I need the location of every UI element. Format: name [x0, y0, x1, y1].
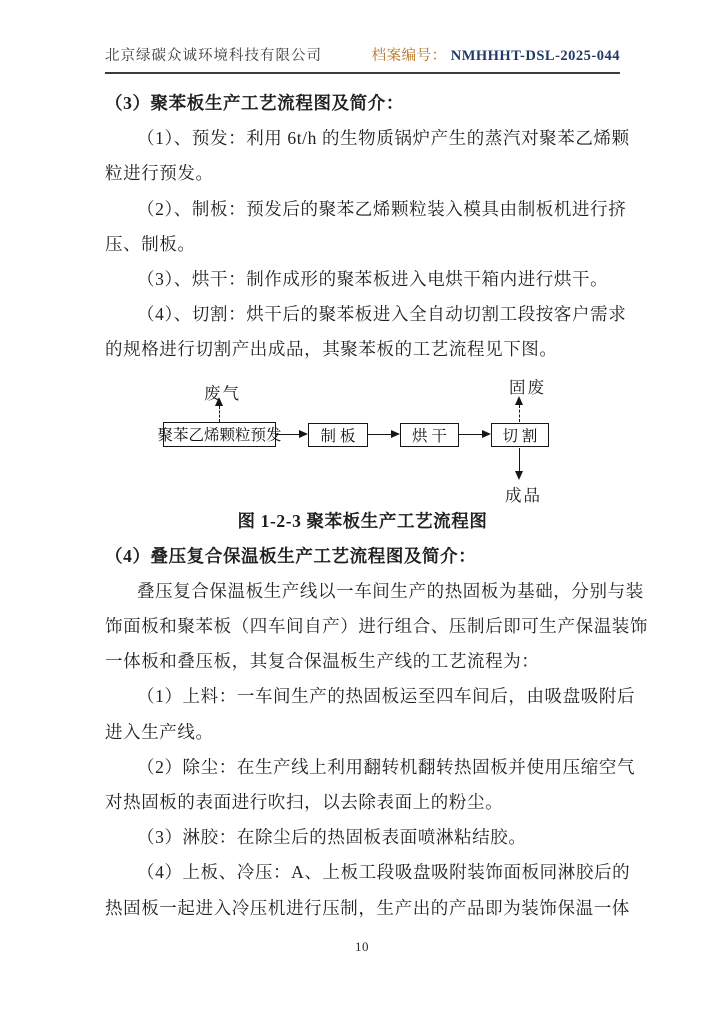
waste-gas-label: 废气	[204, 383, 241, 403]
document-body	[105, 86, 648, 926]
paragraph-line: 对热固板的表面进行吹扫，以去除表面上的粉尘。	[105, 792, 504, 812]
arrow-up-icon	[515, 396, 523, 405]
flow-diagram	[105, 374, 620, 504]
paragraph-line: （4）上板、冷压：A、上板工段吸盘吸附装饰面板同淋胶后的	[137, 862, 631, 883]
arrow-up-icon	[215, 397, 223, 406]
paragraph-line: 一体板和叠压板，其复合保温板生产线的工艺流程为：	[105, 651, 540, 672]
paragraph-line: （2）除尘：在生产线上利用翻转机翻转热固板并使用压缩空气	[137, 756, 636, 777]
paragraph-line: （1）上料：一车间生产的热固板运至四车间后，由吸盘吸附后	[137, 686, 636, 707]
page-number: 10	[355, 939, 369, 954]
flow-connector	[519, 448, 520, 472]
paragraph-line: 热固板一起进入冷压机进行压制，生产出的产品即为装饰保温一体	[105, 897, 630, 918]
paragraph-line: （1）、预发：利用 6t/h 的生物质锅炉产生的蒸汽对聚苯乙烯颗	[137, 128, 630, 149]
paragraph-line: 叠压复合保温板生产线以一车间生产的热固板为基础，分别与装	[137, 580, 644, 601]
company-name: 北京绿碳众诚环境科技有限公司	[105, 48, 322, 64]
arrow-down-icon	[515, 471, 523, 480]
paragraph-line: 饰面板和聚苯板（四车间自产）进行组合、压制后即可生产保温装饰	[105, 616, 648, 637]
flow-connector	[459, 434, 483, 435]
file-number-value: NMHHHT-DSL-2025-044	[450, 48, 620, 64]
figure-caption: 图 1-2-3 聚苯板生产工艺流程图	[237, 510, 488, 531]
flow-connector	[276, 434, 300, 435]
arrow-right-icon	[391, 430, 400, 438]
paragraph-line: 进入生产线。	[105, 721, 214, 742]
arrow-right-icon	[299, 430, 308, 438]
section-heading: （4）叠压复合保温板生产工艺流程图及简介：	[105, 545, 477, 566]
flow-node-dry: 烘 干	[400, 423, 459, 447]
arrow-right-icon	[482, 430, 491, 438]
dashed-connector	[219, 406, 220, 422]
paragraph-line: （4）、切割：烘干后的聚苯板进入全自动切割工段按客户需求	[137, 304, 627, 325]
flow-node-prefoam: 聚苯乙烯颗粒预发	[163, 422, 276, 447]
file-number-group	[372, 44, 620, 65]
paragraph-line: 粒进行预发。	[105, 163, 214, 184]
dashed-connector	[519, 405, 520, 422]
paragraph-line: （2）、制板：预发后的聚苯乙烯颗粒装入模具由制板机进行挤	[137, 198, 627, 219]
paragraph-line: （3）淋胶：在除尘后的热固板表面喷淋粘结胶。	[137, 827, 527, 848]
flow-connector	[368, 434, 392, 435]
product-label: 成品	[505, 485, 542, 505]
paragraph-line: （3）、烘干：制作成形的聚苯板进入电烘干箱内进行烘干。	[137, 268, 609, 289]
section-heading: （3）聚苯板生产工艺流程图及简介：	[105, 93, 404, 113]
flow-node-board: 制 板	[308, 423, 368, 447]
paragraph-line: 压、制板。	[105, 233, 196, 254]
page-header	[105, 44, 620, 74]
paragraph-line: 的规格进行切割产出成品，其聚苯板的工艺流程见下图。	[105, 339, 558, 360]
file-number-label: 档案编号：	[371, 48, 447, 64]
flow-node-cut: 切 割	[491, 423, 549, 447]
solid-waste-label: 固废	[509, 377, 546, 397]
